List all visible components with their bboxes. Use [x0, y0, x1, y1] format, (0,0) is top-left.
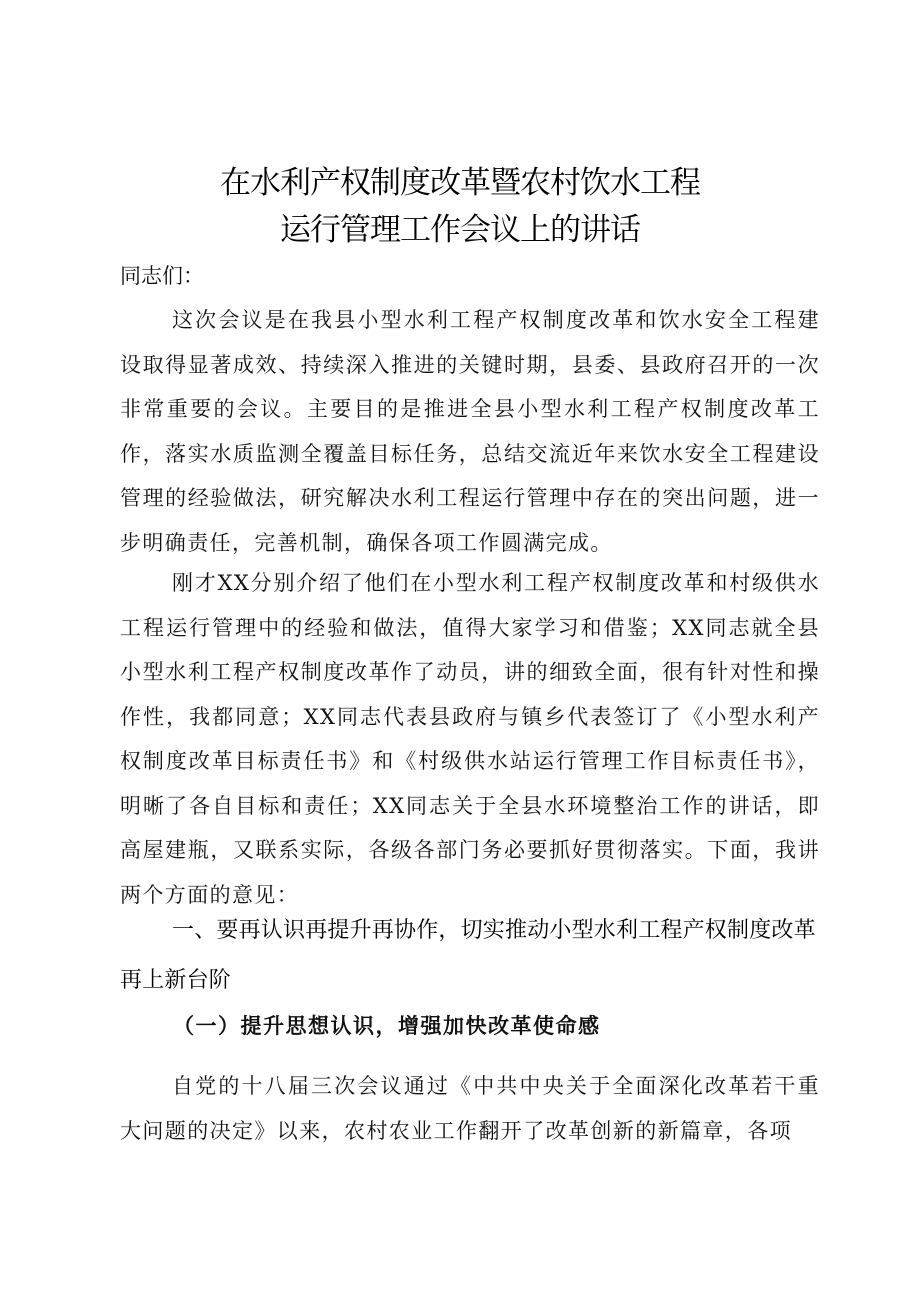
- section-heading-1: 一、要再认识再提升再协作，切实推动小型水利工程产权制度改革再上新台阶: [120, 918, 816, 993]
- salutation: 同志们：: [120, 264, 204, 288]
- document-title-line2: 运行管理工作会议上的讲话: [280, 212, 640, 248]
- subsection-heading-1: （一）提升思想认识，增强加快改革使命感: [173, 1013, 601, 1038]
- document-title-line1: 在水利产权制度改革暨农村饮水工程: [220, 165, 700, 201]
- paragraph-reform: 自党的十八届三次会议通过《中共中央关于全面深化改革若干重大问题的决定》以来，农村农业工作翻开了改革创新的新篇章，各项: [120, 1074, 820, 1143]
- paragraph-review: 刚才XX分别介绍了他们在小型水利工程产权制度改革和村级供水工程运行管理中的经验和做法，值得大家学习和借鉴；XX同志就全县小型水利工程产权制度改革作了动员，讲的细致全面，很有针对性和操作性，我都同意；XX同志代表县政府与镇乡代表签订了《小型水利产权制度改革目标责任书》和《村级供水站运行管理工作目标责任书》，明晰了各自目标和责任；XX同志关于全县水环境整治工作的讲话，即高屋建瓶，又联系实际，各级各部门务必要抓好贯彻落实。下面，我讲两个方面的意见：: [120, 571, 820, 907]
- paragraph-opening: 这次会议是在我县小型水利工程产权制度改革和饮水安全工程建设取得显著成效、持续深入推进的关键时期，县委、县政府召开的一次非常重要的会议。主要目的是推进全县小型水利工程产权制度改革工作，落实水质监测全覆盖目标任务，总结交流近年来饮水安全工程建设管理的经验做法，研究解决水利工程运行管理中存在的突出问题，进一步明确责任，完善机制，确保各项工作圆满完成。: [120, 308, 820, 555]
